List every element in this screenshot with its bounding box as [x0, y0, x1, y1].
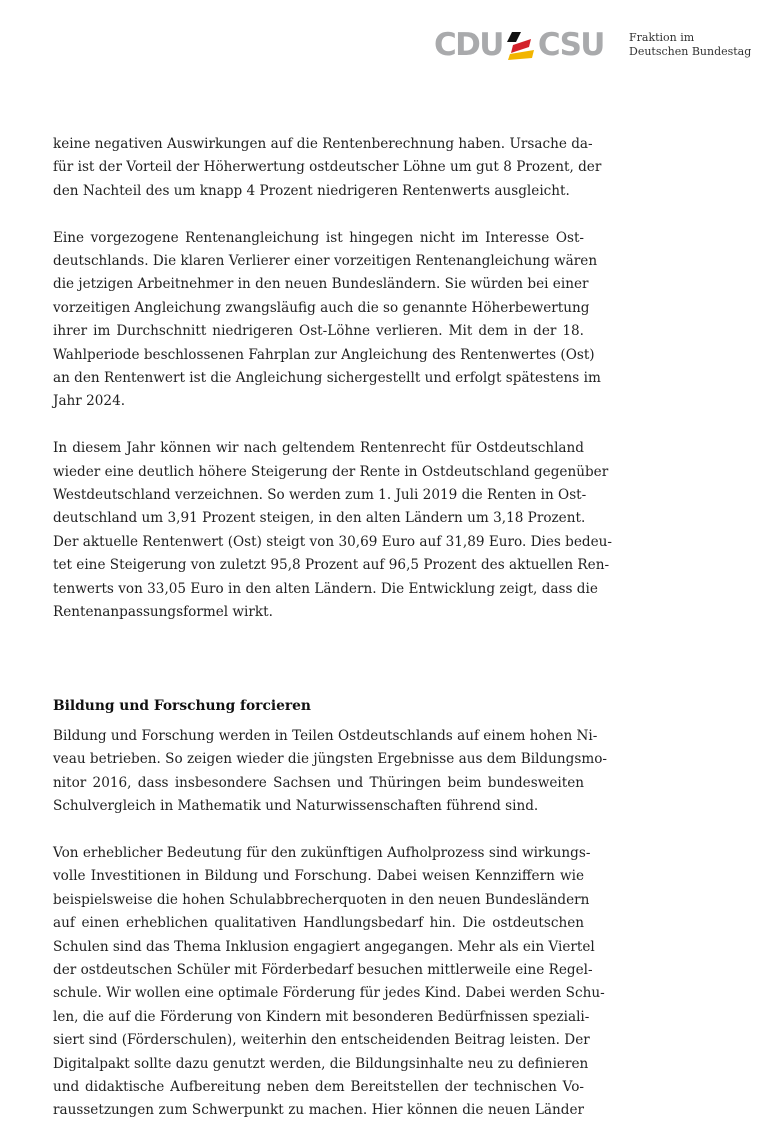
text-line: siert sind (Förderschulen), weiterhin den entscheidenden Beitrag leisten. Der — [53, 1032, 590, 1049]
cdu-csu-logo — [434, 28, 604, 62]
text-line: tenwerts von 33,05 Euro in den alten Ländern. Die Entwicklung zeigt, dass die — [53, 580, 598, 597]
party-mark-icon — [507, 30, 535, 60]
text-line: Jahr 2024. — [53, 393, 126, 410]
text-line: beispielsweise die hohen Schulabbrecherquoten in den neuen Bundesländern — [53, 891, 590, 908]
text-line: nitor 2016, dass insbesondere Sachsen und Thüringen beim bundesweiten — [53, 774, 584, 791]
text-line: wieder eine deutlich höhere Steigerung der Rente in Ostdeutschland gegenüber — [53, 463, 609, 480]
text-line: den Nachteil des um knapp 4 Prozent niedrigeren Rentenwerts ausgleicht. — [53, 182, 570, 199]
logo-caption-line-2: Deutschen Bundestag — [629, 45, 752, 58]
section-heading: Bildung und Forschung forcieren — [53, 697, 311, 714]
text-line: Rentenanpassungsformel wirkt. — [53, 604, 273, 621]
text-line: volle Investitionen in Bildung und Forschung. Dabei weisen Kennziffern wie — [53, 868, 584, 885]
paragraph-pension-calculation — [53, 133, 602, 203]
text-line: Digitalpakt sollte dazu genutzt werden, die Bildungsinhalte neu zu definieren — [53, 1055, 589, 1072]
document-body — [53, 133, 613, 1123]
text-line: tet eine Steigerung von zuletzt 95,8 Prozent auf 96,5 Prozent des aktuellen Ren- — [53, 557, 610, 574]
text-line: die jetzigen Arbeitnehmer in den neuen Bundesländern. Sie würden bei einer — [53, 276, 589, 293]
text-line: len, die auf die Förderung von Kindern mit besonderen Bedürfnissen speziali- — [53, 1008, 590, 1025]
paragraph-education-investment — [53, 842, 605, 1123]
text-line: vorzeitigen Angleichung zwangsläufig auch die so genannte Höherbewertung — [53, 299, 590, 316]
text-line: Schulen sind das Thema Inklusion engagiert angegangen. Mehr als ein Viertel — [53, 938, 595, 955]
logo-caption — [629, 31, 751, 59]
text-line: keine negativen Auswirkungen auf die Rentenberechnung haben. Ursache da- — [53, 136, 593, 152]
text-line: Von erheblicher Bedeutung für den zukünftigen Aufholprozess sind wirkungs- — [53, 844, 591, 861]
text-line: Eine vorgezogene Rentenangleichung ist hingegen nicht im Interesse Ost- — [53, 229, 584, 246]
text-line: In diesem Jahr können wir nach geltendem Rentenrecht für Ostdeutschland — [53, 440, 584, 457]
text-line: Westdeutschland verzeichnen. So werden zum 1. Juli 2019 die Renten in Ost- — [53, 487, 587, 504]
text-line: und didaktische Aufbereitung neben dem Bereitstellen der technischen Vo- — [53, 1078, 584, 1095]
paragraph-pension-increase-2019 — [53, 437, 613, 624]
text-line: Schulvergleich in Mathematik und Naturwissenschaften führend sind. — [53, 798, 539, 815]
text-line: deutschlands. Die klaren Verlierer einer vorzeitigen Rentenangleichung wären — [53, 253, 598, 270]
logo-cdu-text: CDU — [434, 27, 503, 63]
logo-csu-text: CSU — [537, 27, 604, 63]
text-line: Der aktuelle Rentenwert (Ost) steigt von 30,69 Euro auf 31,89 Euro. Dies bedeu- — [53, 533, 613, 550]
text-line: raussetzungen zum Schwerpunkt zu machen. Hier können die neuen Länder — [53, 1102, 584, 1119]
paragraph-education-level — [53, 725, 607, 819]
text-line: Wahlperiode beschlossenen Fahrplan zur Angleichung des Rentenwertes (Ost) — [53, 346, 595, 363]
text-line: an den Rentenwert ist die Angleichung sichergestellt und erfolgt spätestens im — [53, 370, 601, 387]
text-line: veau betrieben. So zeigen wieder die jüngsten Ergebnisse aus dem Bildungsmo- — [53, 751, 607, 768]
text-line: deutschland um 3,91 Prozent steigen, in den alten Ländern um 3,18 Prozent. — [53, 510, 586, 527]
text-line: für ist der Vorteil der Höherwertung ostdeutscher Löhne um gut 8 Prozent, der — [53, 159, 602, 176]
text-line: Bildung und Forschung werden in Teilen Ostdeutschlands auf einem hohen Ni- — [53, 727, 598, 744]
text-line: der ostdeutschen Schüler mit Förderbedarf besuchen mittlerweile eine Regel- — [53, 961, 593, 978]
text-line: auf einen erheblichen qualitativen Handlungsbedarf hin. Die ostdeutschen — [53, 915, 584, 932]
logo-caption-line-1: Fraktion im — [629, 31, 695, 44]
text-line: schule. Wir wollen eine optimale Förderung für jedes Kind. Dabei werden Schu- — [53, 985, 605, 1002]
paragraph-early-adjustment — [53, 227, 601, 414]
text-line: ihrer im Durchschnitt niedrigeren Ost-Löhne verlieren. Mit dem in der 18. — [53, 323, 584, 340]
